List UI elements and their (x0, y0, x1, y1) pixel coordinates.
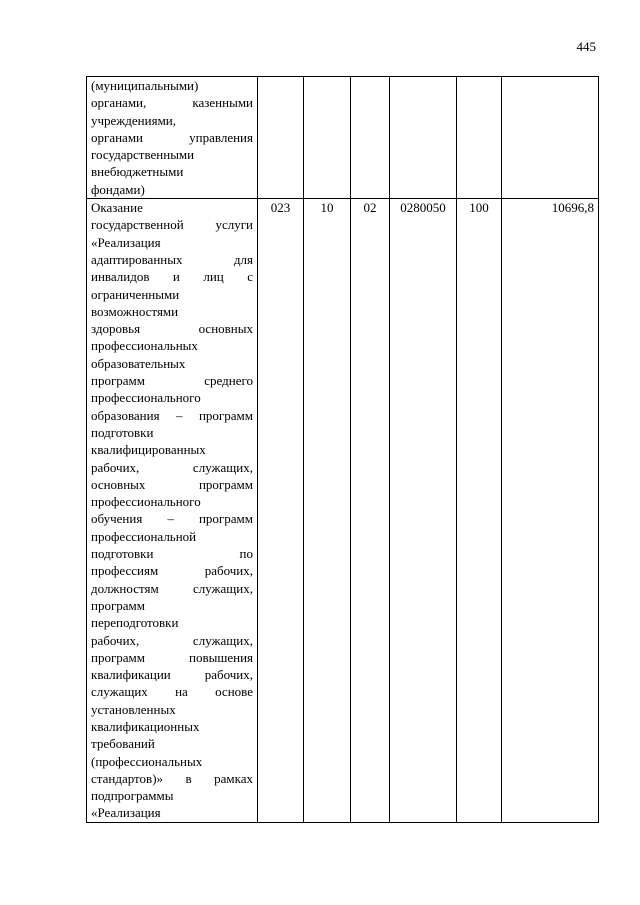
cell-text-line: образовательных (91, 355, 186, 371)
cell-text-line: основных программ (91, 476, 253, 492)
subsection-cell: 02 (351, 199, 390, 823)
cell-text-line: (муниципальными) (91, 78, 199, 93)
cell-text-line: квалификационных (91, 718, 200, 734)
item-cell (390, 77, 457, 199)
cell-text-line: установленных (91, 701, 176, 717)
table-row (87, 199, 599, 823)
cell-text-line: учреждениями, (91, 112, 177, 128)
cell-text-line: органами управления (91, 129, 253, 145)
cell-text-line: подготовки по (91, 546, 253, 562)
cell-text-line: подготовки (91, 424, 154, 440)
cell-text-line: государственной услуги (91, 217, 253, 233)
code-cell (258, 77, 304, 199)
cell-text-line: профессиональных (91, 338, 198, 354)
section-cell (304, 77, 351, 199)
cell-text-line: здоровья основных (91, 321, 253, 337)
cell-text-line: ограниченными (91, 286, 180, 302)
cell-text-line: профессионального (91, 390, 201, 406)
cell-text-line: «Реализация (91, 234, 161, 250)
cell-text-line: обучения – программ (91, 511, 253, 527)
row-name-cell (87, 77, 258, 199)
cell-text-line: фондами) (91, 181, 145, 197)
cell-text-line: должностям служащих, (91, 580, 253, 596)
table-row (87, 77, 599, 199)
cell-text-line: служащих на основе (91, 684, 253, 700)
cell-text-line: органами, казенными (91, 95, 253, 111)
cell-text-line: внебюджетными (91, 164, 184, 180)
cell-text-line: возможностями (91, 303, 179, 319)
cell-text-line: государственными (91, 147, 195, 163)
section-cell: 10 (304, 199, 351, 823)
cell-text-line: профессиям рабочих, (91, 563, 253, 579)
cell-text-line: образования – программ (91, 407, 253, 423)
cell-text-line: «Реализация (91, 805, 161, 821)
cell-text-line: Оказание (91, 200, 143, 216)
cell-text-line: профессиональной (91, 528, 197, 544)
page-number: 445 (576, 39, 596, 54)
kind-cell: 100 (457, 199, 502, 823)
cell-text-line: подпрограммы (91, 788, 174, 804)
cell-text-line: стандартов)» в рамках (91, 770, 253, 786)
cell-text-line: рабочих, служащих, (91, 632, 253, 648)
cell-text-line: требований (91, 736, 155, 752)
kind-cell (457, 77, 502, 199)
cell-text-line: (профессиональных (91, 753, 203, 769)
sum-cell (502, 77, 599, 199)
item-cell: 0280050 (390, 199, 457, 823)
subsection-cell (351, 77, 390, 199)
code-cell: 023 (258, 199, 304, 823)
cell-text-line: переподготовки (91, 615, 179, 631)
cell-text-line: инвалидов и лиц с (91, 269, 253, 285)
cell-text-line: профессионального (91, 494, 201, 510)
row-name-cell (87, 199, 258, 823)
cell-text-line: рабочих, служащих, (91, 459, 253, 475)
cell-text-line: программ (91, 597, 146, 613)
budget-table (86, 76, 599, 823)
cell-text-line: квалификации рабочих, (91, 667, 253, 683)
sum-cell: 10696,8 (502, 199, 599, 823)
cell-text-line: адаптированных для (91, 251, 253, 267)
cell-text-line: программ повышения (91, 649, 253, 665)
cell-text-line: квалифицированных (91, 442, 206, 458)
cell-text-line: программ среднего (91, 373, 253, 389)
